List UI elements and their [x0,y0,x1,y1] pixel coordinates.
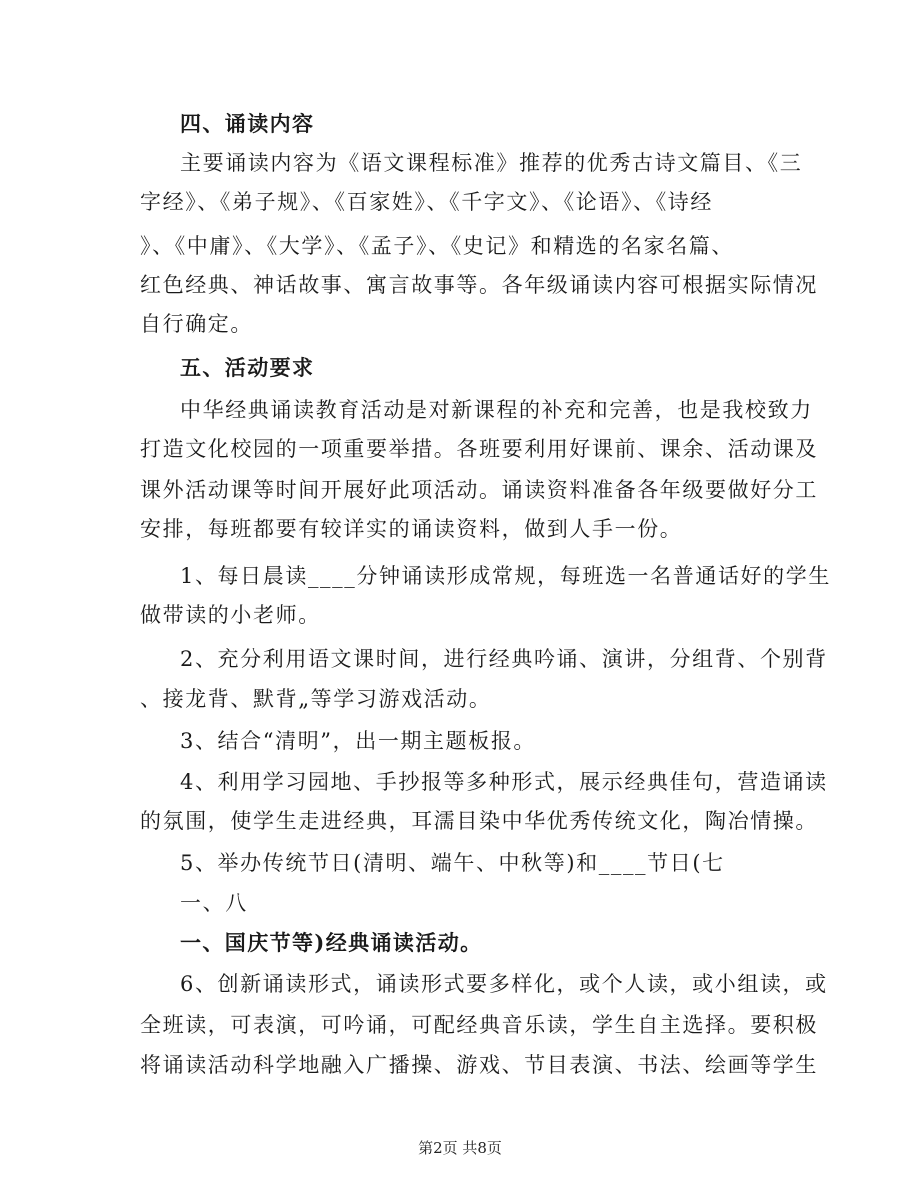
list-item-2-cont: 、接龙背、默背„等学习游戏活动。 [140,687,492,711]
paragraph-line: 红色经典、神话故事、寓言故事等。各年级诵读内容可根据实际情况 [140,273,818,297]
list-item-5-cont: 一、国庆节等)经典诵读活动。 [180,930,483,955]
paragraph-line: 自行确定。 [140,312,253,336]
list-item-5: 5、举办传统节日(清明、端午、中秋等)和____节日(七 [180,851,725,875]
list-item-6-cont: 将诵读活动科学地融入广播操、游戏、节目表演、书法、绘画等学生 [140,1053,818,1077]
list-item-4-cont: 的氛围，使学生走进经典，耳濡目染中华优秀传统文化，陶冶情操。 [140,809,818,833]
list-item-3: 3、结合“清明”，出一期主题板报。 [180,729,537,753]
section-5-heading: 五、活动要求 [180,355,315,380]
paragraph-line: 打造文化校园的一项重要举措。各班要利用好课前、课余、活动课及 [140,437,818,461]
list-item-1-cont: 做带读的小老师。 [140,603,321,627]
paragraph-line: 》、《中庸》、《大学》、《孟子》、《史记》和精选的名家名篇、 [140,234,734,258]
paragraph-line: 安排，每班都要有较详实的诵读资料，做到人手一份。 [140,517,683,541]
paragraph-line: 主要诵读内容为《语文课程标准》推荐的优秀古诗文篇目、《三 [180,151,803,175]
page-number-footer: 第2页 共8页 [418,1139,502,1157]
paragraph-line: 字经》、《弟子规》、《百家姓》、《千字文》、《论语》、《诗经 [140,190,713,214]
list-item-1: 1、每日晨读____分钟诵读形成常规，每班选一名普通话好的学生 [180,564,831,588]
section-4-heading: 四、诵读内容 [180,111,315,136]
list-item-6-cont: 全班读，可表演，可吟诵，可配经典音乐读，学生自主选择。要积极 [140,1013,818,1037]
list-item-4: 4、利用学习园地、手抄报等多种形式，展示经典佳句，营造诵读 [180,770,828,794]
list-item-2: 2、充分利用语文课时间，进行经典吟诵、演讲，分组背、个别背 [180,647,828,671]
list-item-5-cont: 一、八 [180,891,248,915]
paragraph-line: 中华经典诵读教育活动是对新课程的补充和完善，也是我校致力 [180,398,813,422]
paragraph-line: 课外活动课等时间开展好此项活动。诵读资料准备各年级要做好分工 [140,478,818,502]
list-item-6: 6、创新诵读形式，诵读形式要多样化，或个人读，或小组读，或 [180,972,828,996]
